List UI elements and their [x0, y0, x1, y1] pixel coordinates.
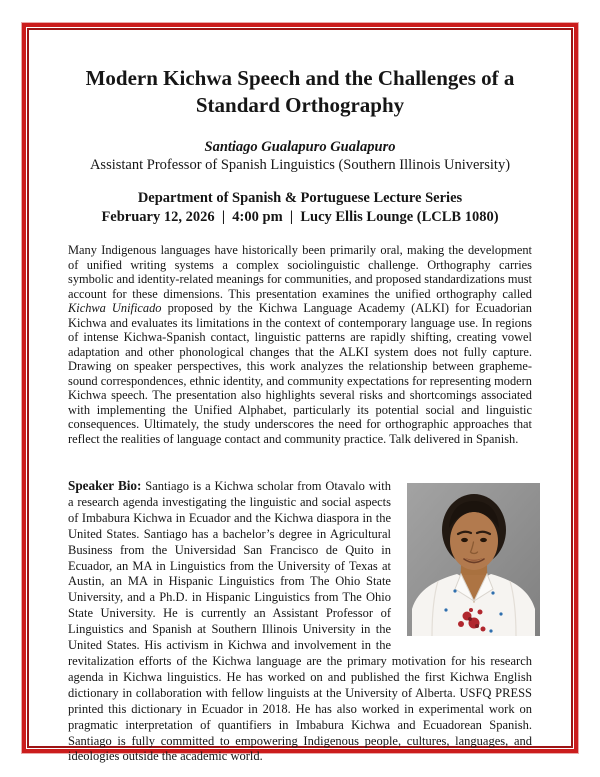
speaker-bio-label: Speaker Bio:	[68, 478, 142, 493]
abstract-paragraph	[68, 243, 532, 446]
event-block	[68, 189, 532, 227]
abstract-italic-phrase: Kichwa Unificado	[68, 301, 162, 315]
decorative-red-border	[22, 23, 578, 764]
speaker-affiliation: Assistant Professor of Spanish Linguistics (Southern Illinois University)	[89, 157, 511, 173]
lecture-title: Modern Kichwa Speech and the Challenges of a Standard Orthography	[85, 66, 515, 117]
speaker-bio-text: Santiago is a Kichwa scholar from Otavalo with a research agenda investigating the linguistic and social aspects of Imbabura Kichwa in Ecuador and the Kichwa diaspora in the United States. Santiago has a bachelor’s degree in Agricultural Business from the Universidad San Francisco de Quito in Ecuador, an MA in Linguistics from the University of Texas at Austin, an MA in Hispanic Linguistics from The Ohio State University, and a Ph.D. in Hispanic Linguistics from The Ohio State University. He is currently an Assistant Professor of Linguistics and Spanish at Southern Illinois University in the United States. His activism in Kichwa and involvement in the revitalization efforts of the Kichwa language are the primary motivation for his research agenda in Kichwa linguistics. He has worked on and published the first Kichwa English dictionary in collaboration with fellow linguists at the University of Alberta. USFQ PRESS printed this dictionary in Ecuador in 2018. He has also worked in experimental work on pragmatic interpretation of quantifiers in Imbabura Kichwa and Ecuadorean Spanish. Santiago is fully committed to empowering Indigenous people, cultures, languages, and ideologies outside the academic world.	[68, 479, 532, 764]
speaker-name: Santiago Gualapuro Gualapuro	[204, 139, 396, 155]
abstract-text-part1: Many Indigenous languages have historically been primarily oral, making the development of unified writing systems a complex sociolinguistic challenge. Orthography carries symbolic and identity-related meanings for communities, and proposed standardizations must account for these dimensions. This presentation examines the unified orthography called	[68, 243, 532, 301]
speaker-photo	[407, 483, 540, 636]
lecture-series-title: Department of Spanish & Portuguese Lecture Series	[137, 190, 463, 206]
abstract-text-part2: proposed by the Kichwa Language Academy (ALKI) for Ecuadorian Kichwa and evaluates its limitations in the context of contemporary language use. In regions of intense Kichwa-Spanish contact, linguistic patterns are rapidly shifting, creating vowel adaptation and other phonological changes that the ALKI system does not fully capture. Drawing on speaker perspectives, this work analyzes the relationship between grapheme-sound correspondences, ethnic identity, and community expectations for representing modern Kichwa speech. The presentation also highlights several risks and shortcomings associated with implementing the Unified Alphabet, particularly its potential social and linguistic consequences. Ultimately, the study underscores the need for orthographic approaches that reflect the realities of language contact and community practice. Talk delivered in Spanish.	[68, 301, 532, 446]
speaker-bio-paragraph	[68, 478, 532, 765]
flyer-content	[26, 27, 574, 764]
photo-face	[450, 512, 498, 570]
event-date-time-location: February 12, 2026 | 4:00 pm | Lucy Ellis Lounge (LCLB 1080)	[101, 209, 499, 225]
speaker-block	[68, 138, 532, 174]
